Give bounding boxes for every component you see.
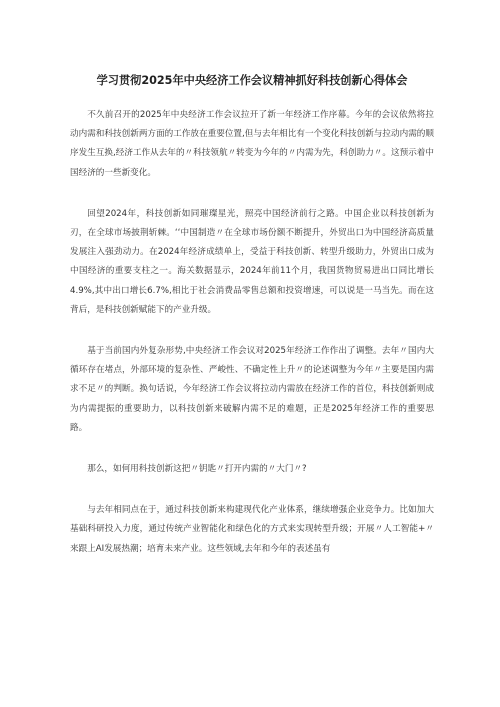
paragraph-5: 与去年相同点在于，通过科技创新来构建现代化产业体系，继续增强企业竞争力。比如加大基础科研投入力度，通过传统产业智能化和绿色化的方式来实现转型升级；开展〃人工智能+〃来跟上AI发展热潮；培育未来产业。这些领域,去年和今年的表述虽有 [70,505,434,554]
paragraph-3: 基于当前国内外复杂形势,中央经济工作会议对2025年经济工作作出了调整。去年〃国内大循环存在堵点，外部环境的复杂性、严峻性、不确定性上升〃的论述调整为今年〃主要是国内需求不足〃的判断。换句话说，今年经济工作会议将拉动内需放在经济工作的首位，科技创新则成为内需提振的重要助力，以科技创新来破解内需不足的难题，正是2025年经济工作的重要思路。 [70,346,434,433]
paragraph-1: 不久前召开的2025年中央经济工作会议拉开了新一年经济工作序幕。今年的会议依然将拉动内需和科技创新两方面的工作放在重要位置,但与去年相比有一个变化科技创新与拉动内需的顺序发生互换,经济工作从去年的〃科技领航〃转变为今年的〃内需为先，科创助力〃。这预示着中国经济的一些新变化。 [70,110,434,178]
paragraph-4: 那么，如何用科技创新这把〃钥匙〃打开内需的〃大门〃? [87,464,307,475]
document-title: 学习贯彻2025年中央经济工作会议精神抓好科技创新心得体会 [96,74,408,87]
paragraph-2: 回望2024年，科技创新如同璀璨星光，照亮中国经济前行之路。中国企业以科技创新为刃，在全球市场披荆斩棘。‘‘中国制造〃在全球市场份额不断提升，外贸出口为中国经济高质量发展注入强劲动力。在2024年经济成绩单上，受益于科技创新、转型升级助力，外贸出口成为中国经济的重要支柱之一。海关数据显示，2024年前11个月，我国货物贸易进出口同比增长4.9%,其中出口增长6.7%,相比于社会消费品零售总额和投资增速，可以说是一马当先。而在这背后，是科技创新赋能下的产业升级。 [70,208,434,315]
